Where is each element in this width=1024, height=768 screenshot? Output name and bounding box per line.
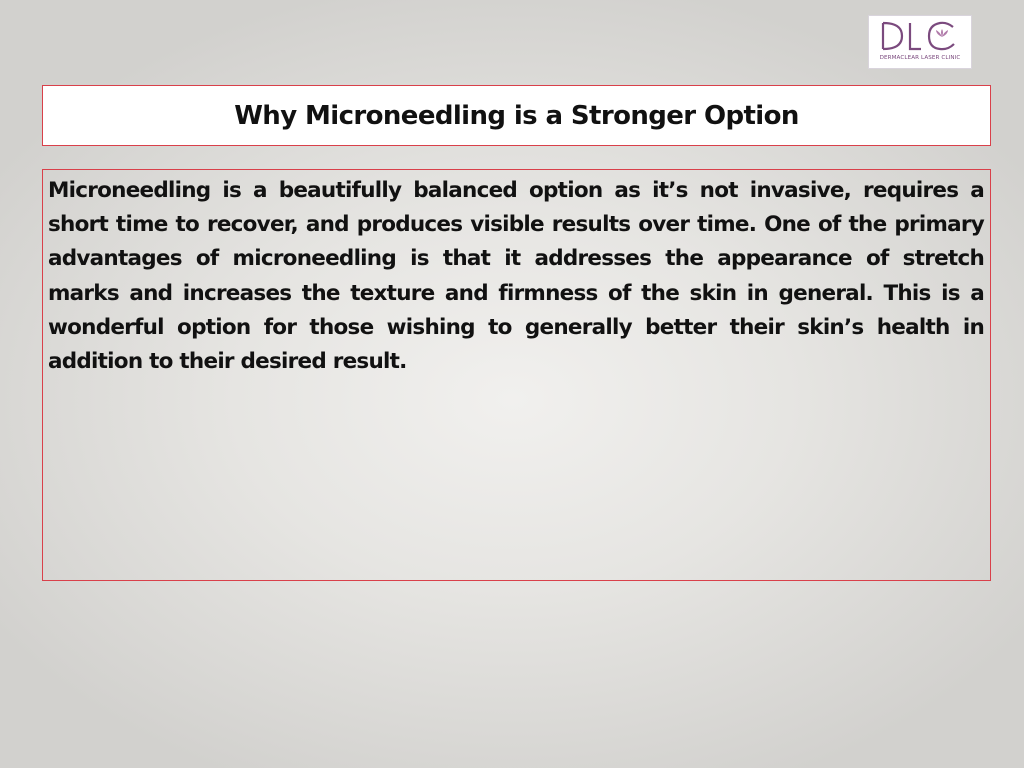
body-paragraph: Microneedling is a beautifully balanced option as it’s not invasive, requires a short time to recover, and produces visible results over time. One of the primary advantages of microneedling is that it addresses the appearance of stretch marks and increases the texture and firmness of the skin in general. This is a wonderful option for those wishing to generally better their skin’s health in addition to their desired result. xyxy=(48,178,984,375)
content-box xyxy=(42,169,991,581)
clinic-logo xyxy=(868,15,972,69)
slide-title: Why Microneedling is a Stronger Option xyxy=(234,100,799,131)
lotus-icon xyxy=(936,29,948,37)
clinic-name: DERMACLEAR LASER CLINIC xyxy=(879,55,961,61)
title-box xyxy=(42,85,991,146)
